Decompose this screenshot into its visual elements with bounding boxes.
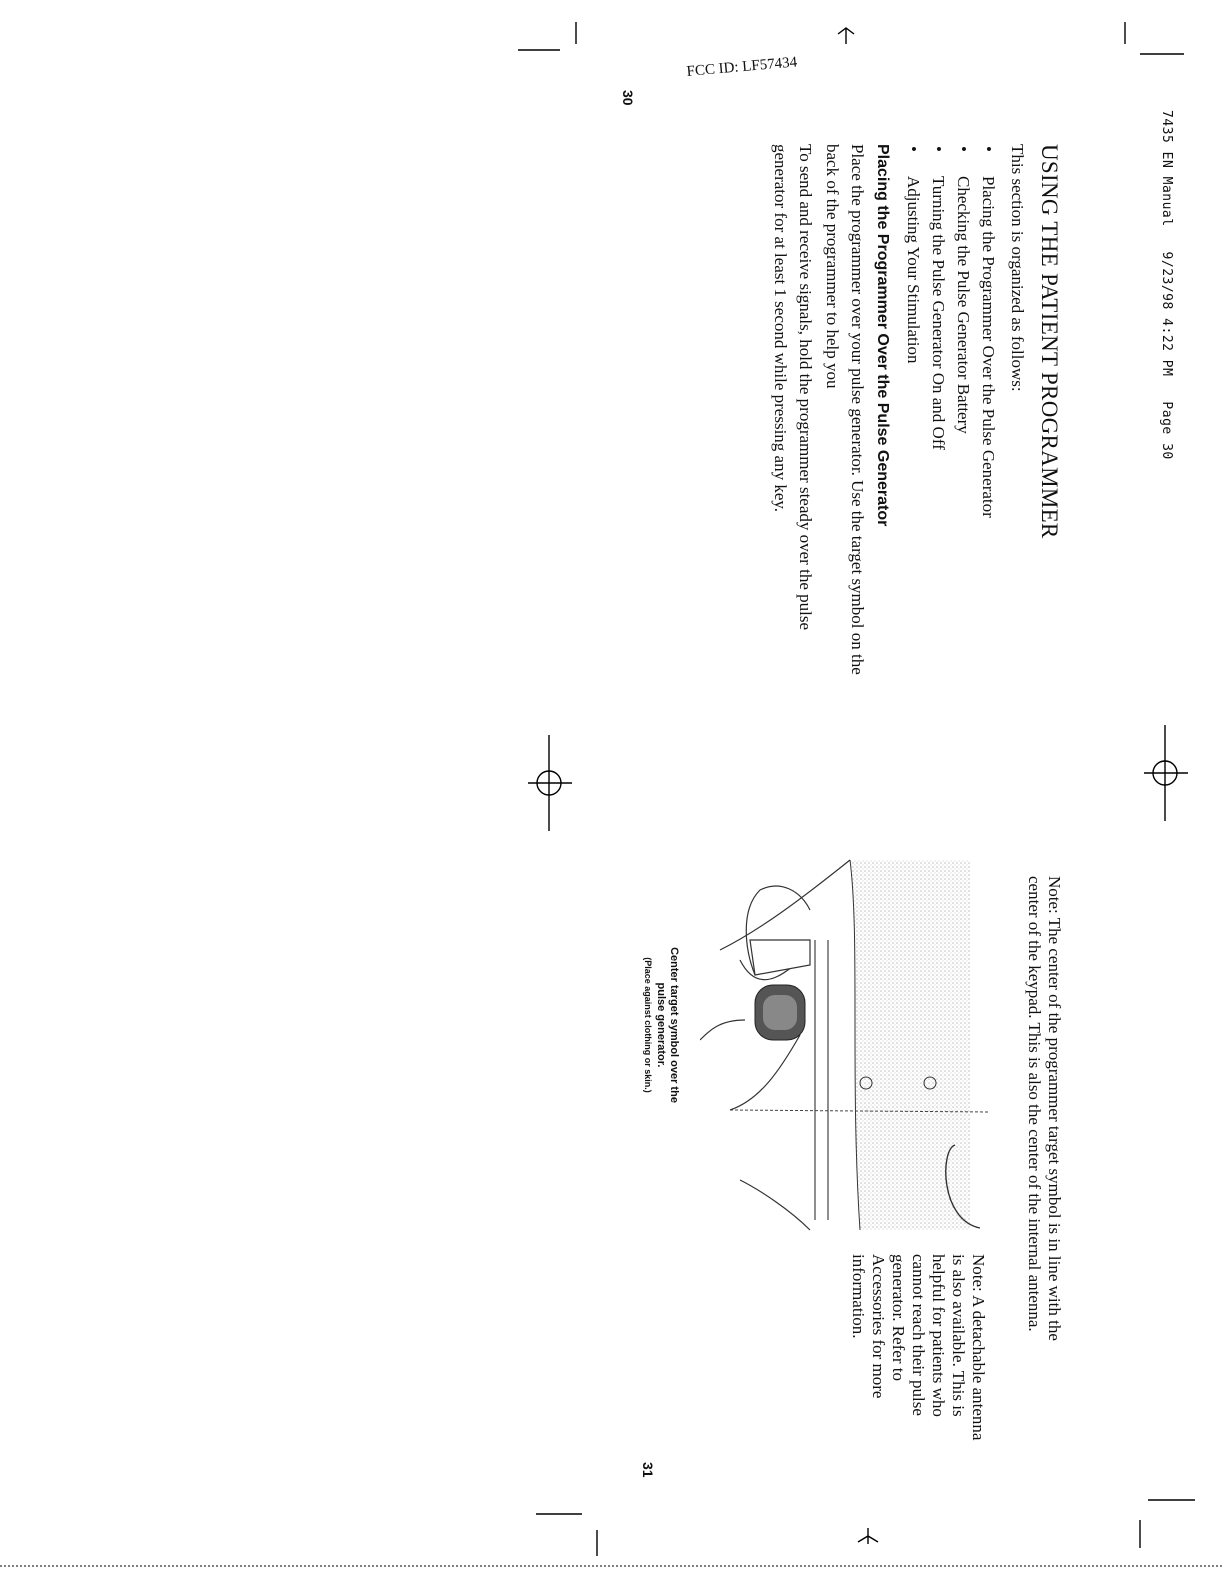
section-content: [768, 144, 1062, 694]
section-intro: This section is organized as follows:: [1008, 144, 1027, 392]
fcc-id: FCC ID: LF57434: [686, 54, 798, 80]
illustration-caption: [641, 920, 680, 1130]
subheading: Placing the Programmer Over the Pulse Generator: [874, 144, 891, 527]
page-number-right: 31: [640, 1462, 656, 1478]
bullet-item: • Adjusting Your Stimulation: [901, 144, 926, 694]
programmer-placement-illustration: [700, 850, 990, 1250]
caption-line: Center target symbol over the: [668, 947, 680, 1103]
section-bullet-list: [901, 144, 1001, 694]
bullet-item: • Checking the Pulse Generator Battery: [951, 144, 976, 694]
page-number-left: 30: [620, 90, 636, 106]
paragraph-signal: To send and receive signals, hold the programmer steady over the pulse generator for at least 1 second while pressing any key.: [771, 144, 815, 630]
section-title: USING THE PATIENT PROGRAMMER: [1037, 144, 1062, 539]
print-header: 7435 EN Manual 9/23/98 4:22 PM Page 30: [1159, 110, 1174, 460]
note-antenna-center: Note: The center of the programmer target symbol is in line with the center of the keypad. This is also the center of the internal antenna.: [1025, 876, 1064, 1341]
registration-mark-right: [1136, 725, 1196, 825]
paragraph-placement: Place the programmer over your pulse generator. Use the target symbol on the back of the programmer to help you: [823, 144, 867, 675]
note-detachable-antenna: Note: A detachable antenna is also available. This is helpful for patients who cannot reach their pulse generator. Refer to Accessories for more information.: [849, 1254, 988, 1441]
bullet-item: • Placing the Programmer Over the Pulse Generator: [976, 144, 1001, 694]
caption-line: pulse generator.: [655, 982, 667, 1068]
registration-mark-left: [520, 735, 580, 835]
bullet-item: • Turning the Pulse Generator On and Off: [926, 144, 951, 694]
caption-line: (Place against clothing or skin.): [643, 957, 653, 1093]
